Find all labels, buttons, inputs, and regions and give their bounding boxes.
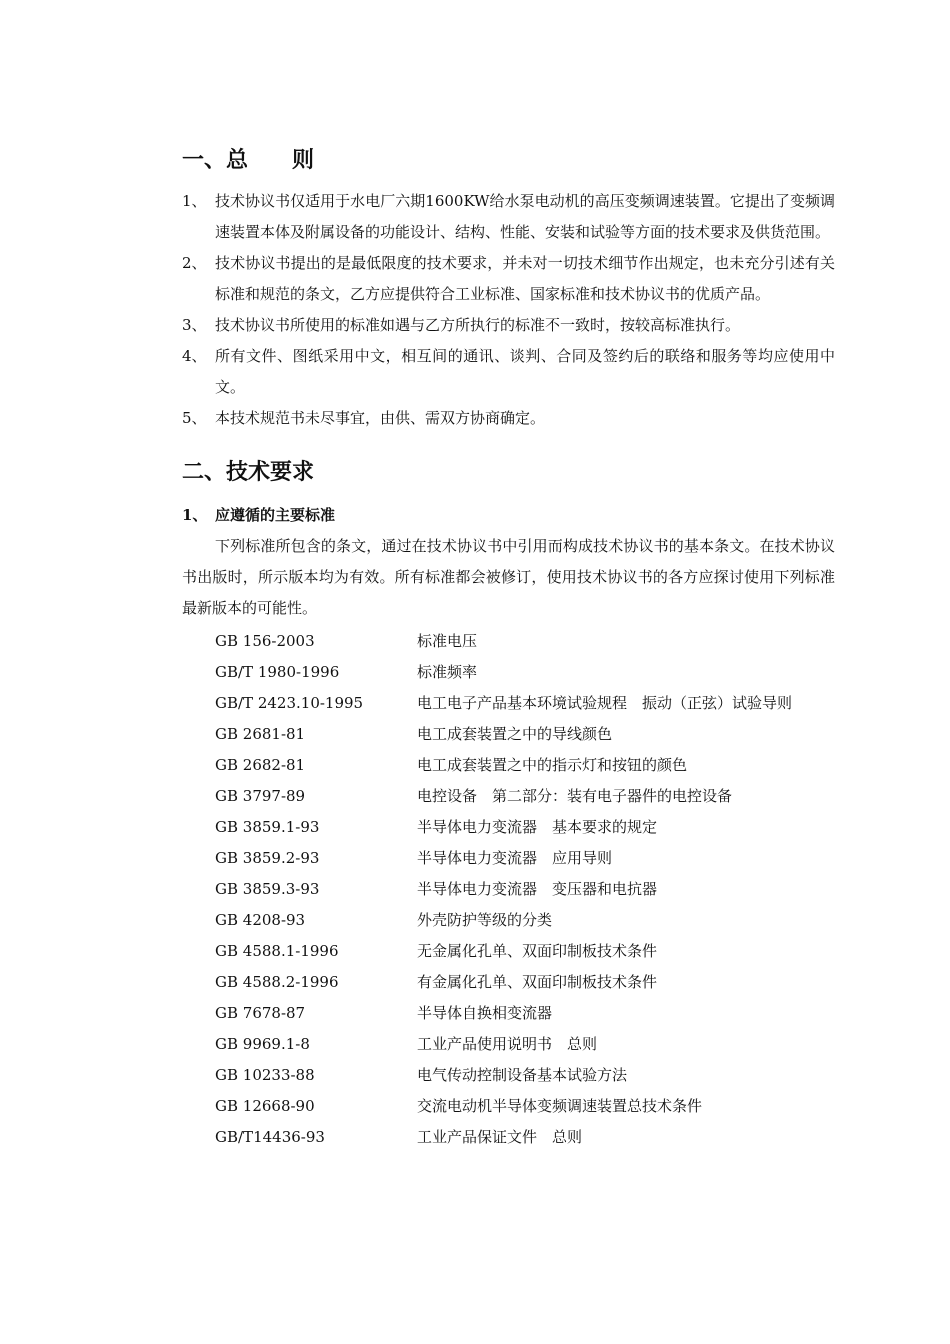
item-text: 技术协议书所使用的标准如遇与乙方所执行的标准不一致时，按较高标准执行。: [215, 316, 741, 334]
standard-row: [182, 626, 835, 657]
standards-list: [182, 626, 835, 1153]
standard-row: [182, 843, 835, 874]
item-text: 本技术规范书未尽事宜，由供、需双方协商确定。: [215, 409, 546, 427]
standard-code: GB/T 2423.10-1995: [215, 694, 364, 712]
standard-code: GB 2682-81: [215, 756, 306, 774]
standard-title: 电控设备 第二部分：装有电子器件的电控设备: [417, 787, 733, 805]
document-body: [182, 140, 835, 1153]
subsection-title: 应遵循的主要标准: [215, 506, 336, 524]
standard-title: 电工成套装置之中的指示灯和按钮的颜色: [417, 756, 688, 774]
standard-row: [182, 905, 835, 936]
standard-title: 半导体自换相变流器: [417, 1004, 553, 1022]
item-text: 技术协议书仅适用于水电厂六期1600KW给水泵电动机的高压变频调速装置。它提出了变频调速装置本体及附属设备的功能设计、结构、性能、安装和试验等方面的技术要求及供货范围。: [215, 192, 835, 241]
item-number: 3、: [182, 316, 207, 334]
standard-row: [182, 967, 835, 998]
standard-code: GB/T14436-93: [215, 1128, 325, 1146]
standard-title: 电工成套装置之中的导线颜色: [417, 725, 613, 743]
standard-row: [182, 998, 835, 1029]
standard-code: GB 10233-88: [215, 1066, 315, 1084]
item-text: 所有文件、图纸采用中文，相互间的通讯、谈判、合同及签约后的联络和服务等均应使用中文。: [215, 347, 835, 396]
standard-row: [182, 1060, 835, 1091]
standard-row: [182, 1122, 835, 1153]
subsection-number: 1、: [182, 506, 208, 524]
standard-title: 交流电动机半导体变频调速装置总技术条件: [417, 1097, 703, 1115]
item-number: 1、: [182, 192, 207, 210]
standard-code: GB 156-2003: [215, 632, 315, 650]
standard-code: GB 9969.1-8: [215, 1035, 310, 1053]
list-item: [182, 403, 835, 434]
standard-code: GB 3797-89: [215, 787, 306, 805]
standard-code: GB 12668-90: [215, 1097, 315, 1115]
standard-code: GB 3859.1-93: [215, 818, 320, 836]
standard-title: 工业产品使用说明书 总则: [417, 1035, 598, 1053]
standard-title: 有金属化孔单、双面印制板技术条件: [417, 973, 658, 991]
standard-row: [182, 657, 835, 688]
standard-title: 工业产品保证文件 总则: [417, 1128, 583, 1146]
item-number: 2、: [182, 254, 207, 272]
item-number: 5、: [182, 409, 207, 427]
subsection-heading: [182, 500, 835, 531]
standard-row: [182, 874, 835, 905]
standard-title: 电气传动控制设备基本试验方法: [417, 1066, 628, 1084]
list-item: [182, 248, 835, 310]
standard-title: 半导体电力变流器 基本要求的规定: [417, 818, 658, 836]
standard-row: [182, 812, 835, 843]
standard-title: 电工电子产品基本环境试验规程 振动（正弦）试验导则: [417, 694, 793, 712]
standard-code: GB 4588.1-1996: [215, 942, 339, 960]
standard-row: [182, 1091, 835, 1122]
standard-code: GB 7678-87: [215, 1004, 306, 1022]
list-item: [182, 310, 835, 341]
standard-title: 外壳防护等级的分类: [417, 911, 553, 929]
list-item: [182, 186, 835, 248]
standard-title: 标准频率: [417, 663, 478, 681]
section-general-title: 一、总 则: [182, 147, 315, 173]
item-text: 技术协议书提出的是最低限度的技术要求，并未对一切技术细节作出规定，也未充分引述有关标准和规范的条文，乙方应提供符合工业标准、国家标准和技术协议书的优质产品。: [215, 254, 835, 303]
standards-intro-paragraph: 下列标准所包含的条文，通过在技术协议书中引用而构成技术协议书的基本条文。在技术协议书出版时，所示版本均为有效。所有标准都会被修订，使用技术协议书的各方应探讨使用下列标准最新版本的可能性。: [182, 537, 835, 617]
standard-row: [182, 750, 835, 781]
standard-code: GB 2681-81: [215, 725, 306, 743]
standard-title: 无金属化孔单、双面印制板技术条件: [417, 942, 658, 960]
general-items-list: [182, 186, 835, 434]
standard-row: [182, 719, 835, 750]
standard-row: [182, 688, 835, 719]
standard-title: 半导体电力变流器 变压器和电抗器: [417, 880, 658, 898]
standard-row: [182, 781, 835, 812]
standard-row: [182, 1029, 835, 1060]
standard-title: 半导体电力变流器 应用导则: [417, 849, 613, 867]
standard-row: [182, 936, 835, 967]
standard-code: GB 4588.2-1996: [215, 973, 339, 991]
standard-code: GB 4208-93: [215, 911, 306, 929]
standard-code: GB 3859.2-93: [215, 849, 320, 867]
standard-code: GB 3859.3-93: [215, 880, 320, 898]
standard-title: 标准电压: [417, 632, 478, 650]
item-number: 4、: [182, 347, 207, 365]
list-item: [182, 341, 835, 403]
standard-code: GB/T 1980-1996: [215, 663, 340, 681]
section-technical-title: 二、技术要求: [182, 459, 315, 485]
